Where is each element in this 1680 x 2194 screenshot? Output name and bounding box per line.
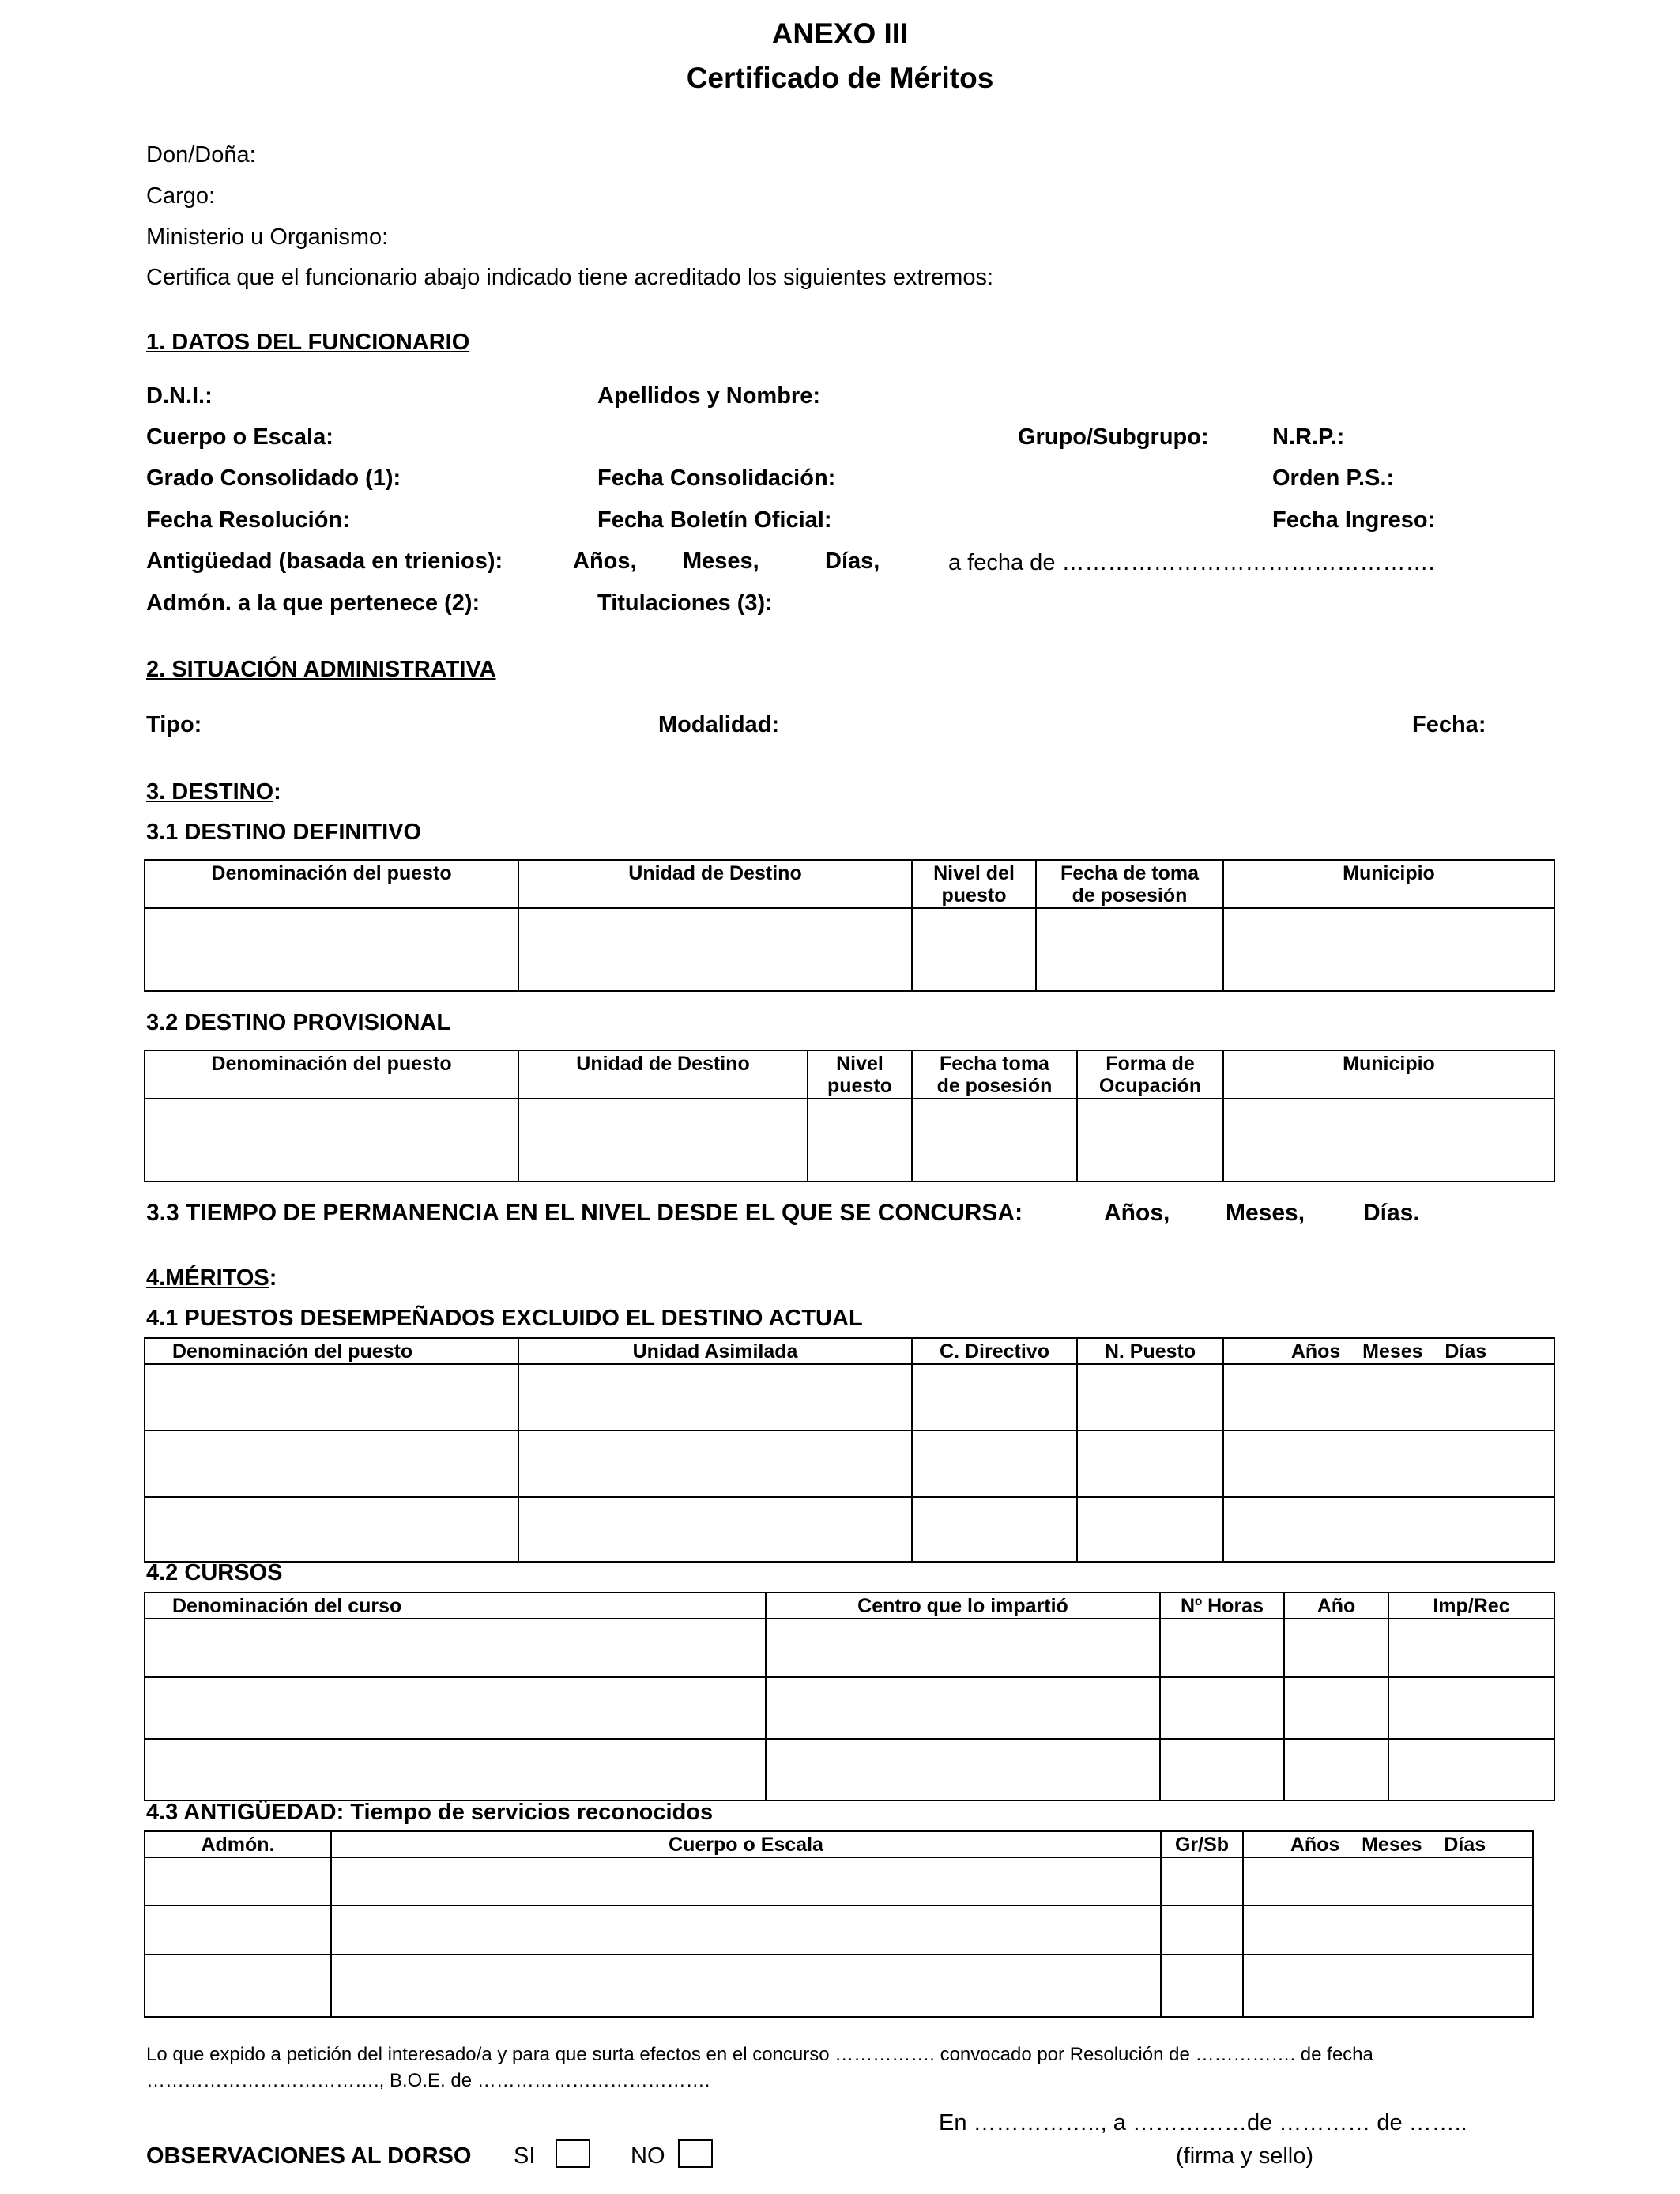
- fecha-resolucion-label: Fecha Resolución:: [146, 507, 350, 533]
- destino-definitivo-title: 3.1 DESTINO DEFINITIVO: [146, 820, 422, 845]
- cursos-title: 4.2 CURSOS: [146, 1560, 283, 1585]
- col-cuerpo: Cuerpo o Escala: [331, 1831, 1161, 1857]
- section-3-title: [146, 779, 281, 805]
- no-label: NO: [631, 2143, 665, 2169]
- cell[interactable]: [145, 1497, 518, 1562]
- col-forma-l1: Forma de: [1106, 1053, 1195, 1075]
- cell[interactable]: [912, 1099, 1077, 1182]
- col-unidad: Unidad de Destino: [518, 1050, 808, 1099]
- fecha-boletin-label: Fecha Boletín Oficial:: [597, 507, 832, 533]
- cell[interactable]: [1077, 1099, 1223, 1182]
- col-fecha-l1: Fecha toma: [940, 1053, 1049, 1075]
- col-unidad: Unidad Asimilada: [518, 1338, 912, 1364]
- cell[interactable]: [1388, 1677, 1554, 1739]
- dni-label: D.N.I.:: [146, 383, 213, 409]
- cell[interactable]: [1388, 1739, 1554, 1800]
- cell[interactable]: [1388, 1619, 1554, 1677]
- col-nivel-l2: puesto: [941, 884, 1007, 907]
- col-npuesto: N. Puesto: [1077, 1338, 1223, 1364]
- cell[interactable]: [1223, 1431, 1554, 1497]
- don-label: Don/Doña:: [146, 142, 256, 168]
- cell[interactable]: [1223, 1099, 1554, 1182]
- cell[interactable]: [1243, 1906, 1533, 1955]
- si-label: SI: [514, 2143, 536, 2169]
- cell[interactable]: [1243, 1857, 1533, 1906]
- antiguedad-section-title: [146, 1800, 713, 1826]
- page-title: Certificado de Méritos: [686, 62, 994, 94]
- tipo-label: Tipo:: [146, 712, 202, 737]
- col-nivel-l1: Nivel: [836, 1053, 883, 1075]
- cell[interactable]: [912, 1497, 1077, 1562]
- cell[interactable]: [1160, 1619, 1284, 1677]
- col-unidad: Unidad de Destino: [518, 860, 912, 908]
- col-dias: Días: [1444, 1834, 1486, 1856]
- no-checkbox[interactable]: [678, 2139, 713, 2168]
- cell[interactable]: [145, 1431, 518, 1497]
- expido-text-line1: Lo que expido a petición del interesado/a y para que surta efectos en el concurso ……………. convocado por Resolución de ……………. de fecha: [146, 2044, 1373, 2065]
- cell[interactable]: [145, 1906, 331, 1955]
- cell[interactable]: [145, 1739, 766, 1800]
- destino-provisional-table: [144, 1050, 1555, 1182]
- cell[interactable]: [766, 1739, 1160, 1800]
- permanencia-anios: Años,: [1104, 1200, 1170, 1226]
- cell[interactable]: [1223, 1364, 1554, 1431]
- cell[interactable]: [518, 1497, 912, 1562]
- permanencia-title: 3.3 TIEMPO DE PERMANENCIA EN EL NIVEL DESDE EL QUE SE CONCURSA:: [146, 1200, 1023, 1226]
- cell[interactable]: [331, 1906, 1161, 1955]
- col-denominacion: Denominación del puesto: [145, 860, 518, 908]
- cell[interactable]: [912, 908, 1036, 991]
- cell[interactable]: [1223, 908, 1554, 991]
- cell[interactable]: [1284, 1677, 1388, 1739]
- col-centro: Centro que lo impartió: [766, 1593, 1160, 1619]
- col-meses: Meses: [1362, 1340, 1423, 1363]
- col-meses: Meses: [1362, 1834, 1422, 1856]
- col-fecha-l2: de posesión: [936, 1075, 1053, 1097]
- en-fecha-line: En …………….., a ……………de ………… de ……..: [939, 2110, 1467, 2136]
- cell[interactable]: [145, 1619, 766, 1677]
- cell[interactable]: [145, 1677, 766, 1739]
- col-nivel: [912, 860, 1036, 908]
- cell[interactable]: [1223, 1497, 1554, 1562]
- dias-label: Días,: [825, 548, 880, 574]
- admon-label: Admón. a la que pertenece (2):: [146, 590, 480, 616]
- col-tiempo: [1223, 1338, 1554, 1364]
- section-2-title: 2. SITUACIÓN ADMINISTRATIVA: [146, 657, 496, 682]
- col-nivel: [808, 1050, 912, 1099]
- fecha-consolidacion-label: Fecha Consolidación:: [597, 466, 836, 491]
- cell[interactable]: [331, 1857, 1161, 1906]
- cell[interactable]: [808, 1099, 912, 1182]
- apellidos-label: Apellidos y Nombre:: [597, 383, 820, 409]
- cell[interactable]: [518, 908, 912, 991]
- antiguedad-table: [144, 1830, 1534, 2018]
- cell[interactable]: [1161, 1906, 1243, 1955]
- anios-label: Años,: [573, 548, 637, 574]
- col-anio: Año: [1284, 1593, 1388, 1619]
- cell[interactable]: [1036, 908, 1223, 991]
- col-directivo: C. Directivo: [912, 1338, 1077, 1364]
- antiguedad-label: Antigüedad (basada en trienios):: [146, 548, 503, 574]
- expido-text-line2: ………………………………., B.O.E. de ……………………………….: [146, 2070, 710, 2091]
- cell[interactable]: [766, 1677, 1160, 1739]
- col-forma: [1077, 1050, 1223, 1099]
- col-fecha-toma: [912, 1050, 1077, 1099]
- puestos-title: 4.1 PUESTOS DESEMPEÑADOS EXCLUIDO EL DESTINO ACTUAL: [146, 1306, 863, 1331]
- fecha-ingreso-label: Fecha Ingreso:: [1272, 507, 1436, 533]
- certifica-text: Certifica que el funcionario abajo indicado tiene acreditado los siguientes extremos:: [146, 265, 994, 290]
- cargo-label: Cargo:: [146, 183, 216, 209]
- col-fecha-l2: de posesión: [1072, 884, 1188, 907]
- col-grsb: Gr/Sb: [1161, 1831, 1243, 1857]
- col-fecha-toma: [1036, 860, 1223, 908]
- grado-label: Grado Consolidado (1):: [146, 466, 401, 491]
- destino-definitivo-table: [144, 859, 1555, 992]
- col-nivel-l1: Nivel del: [933, 862, 1015, 884]
- section-1-title: 1. DATOS DEL FUNCIONARIO: [146, 330, 470, 355]
- col-forma-l2: Ocupación: [1098, 1075, 1202, 1097]
- permanencia-dias: Días.: [1363, 1200, 1420, 1226]
- cell[interactable]: [145, 1857, 331, 1906]
- a-fecha-text: a fecha de ………………………………………….: [948, 550, 1435, 575]
- modalidad-label: Modalidad:: [658, 712, 780, 737]
- grupo-label: Grupo/Subgrupo:: [1018, 424, 1209, 450]
- section-4-title: [146, 1265, 277, 1291]
- cell[interactable]: [1284, 1739, 1388, 1800]
- cursos-table: [144, 1592, 1555, 1801]
- cell[interactable]: [1161, 1955, 1243, 2017]
- si-checkbox[interactable]: [556, 2139, 590, 2168]
- antiguedad-title-b: Tiempo de servicios reconocidos: [344, 1800, 714, 1825]
- observaciones-label: OBSERVACIONES AL DORSO: [146, 2143, 472, 2169]
- cell[interactable]: [1077, 1497, 1223, 1562]
- col-anios: Años: [1290, 1340, 1341, 1363]
- col-nivel-l2: puesto: [827, 1075, 892, 1097]
- annex-title: ANEXO III: [771, 17, 909, 50]
- section-4-title-text: 4.MÉRITOS: [146, 1265, 269, 1291]
- cell[interactable]: [912, 1364, 1077, 1431]
- section-4-colon: :: [269, 1265, 277, 1291]
- nrp-label: N.R.P.:: [1272, 424, 1345, 450]
- cell[interactable]: [331, 1955, 1161, 2017]
- cell[interactable]: [145, 1364, 518, 1431]
- cell[interactable]: [145, 908, 518, 991]
- col-anios: Años: [1290, 1834, 1340, 1856]
- cell[interactable]: [145, 1099, 518, 1182]
- puestos-table: [144, 1337, 1555, 1563]
- firma-label: (firma y sello): [1176, 2143, 1314, 2169]
- antiguedad-title-a: 4.3 ANTIGÜEDAD:: [146, 1800, 345, 1825]
- cell[interactable]: [1077, 1431, 1223, 1497]
- col-admon: Admón.: [145, 1831, 331, 1857]
- cell[interactable]: [518, 1431, 912, 1497]
- col-dias: Días: [1445, 1340, 1487, 1363]
- cell[interactable]: [766, 1619, 1160, 1677]
- cell[interactable]: [518, 1099, 808, 1182]
- cuerpo-label: Cuerpo o Escala:: [146, 424, 333, 450]
- cell[interactable]: [518, 1364, 912, 1431]
- cell[interactable]: [1160, 1739, 1284, 1800]
- cell[interactable]: [1243, 1955, 1533, 2017]
- destino-provisional-title: 3.2 DESTINO PROVISIONAL: [146, 1010, 451, 1035]
- ministerio-label: Ministerio u Organismo:: [146, 224, 389, 250]
- col-municipio: Municipio: [1223, 1050, 1554, 1099]
- section-3-title-text: 3. DESTINO: [146, 779, 274, 805]
- permanencia-meses: Meses,: [1226, 1200, 1305, 1226]
- cell[interactable]: [912, 1431, 1077, 1497]
- col-fecha-l1: Fecha de toma: [1060, 862, 1200, 884]
- titulaciones-label: Titulaciones (3):: [597, 590, 773, 616]
- cell[interactable]: [1284, 1619, 1388, 1677]
- col-denominacion: Denominación del puesto: [145, 1338, 518, 1364]
- cell[interactable]: [1077, 1364, 1223, 1431]
- orden-label: Orden P.S.:: [1272, 466, 1395, 491]
- col-curso: Denominación del curso: [145, 1593, 766, 1619]
- fecha-label: Fecha:: [1412, 712, 1486, 737]
- cell[interactable]: [1160, 1677, 1284, 1739]
- col-imprec: Imp/Rec: [1388, 1593, 1554, 1619]
- cell[interactable]: [145, 1955, 331, 2017]
- col-municipio: Municipio: [1223, 860, 1554, 908]
- section-3-colon: :: [273, 779, 281, 805]
- col-tiempo: [1243, 1831, 1533, 1857]
- cell[interactable]: [1161, 1857, 1243, 1906]
- meses-label: Meses,: [683, 548, 759, 574]
- col-horas: Nº Horas: [1160, 1593, 1284, 1619]
- col-denominacion: Denominación del puesto: [145, 1050, 518, 1099]
